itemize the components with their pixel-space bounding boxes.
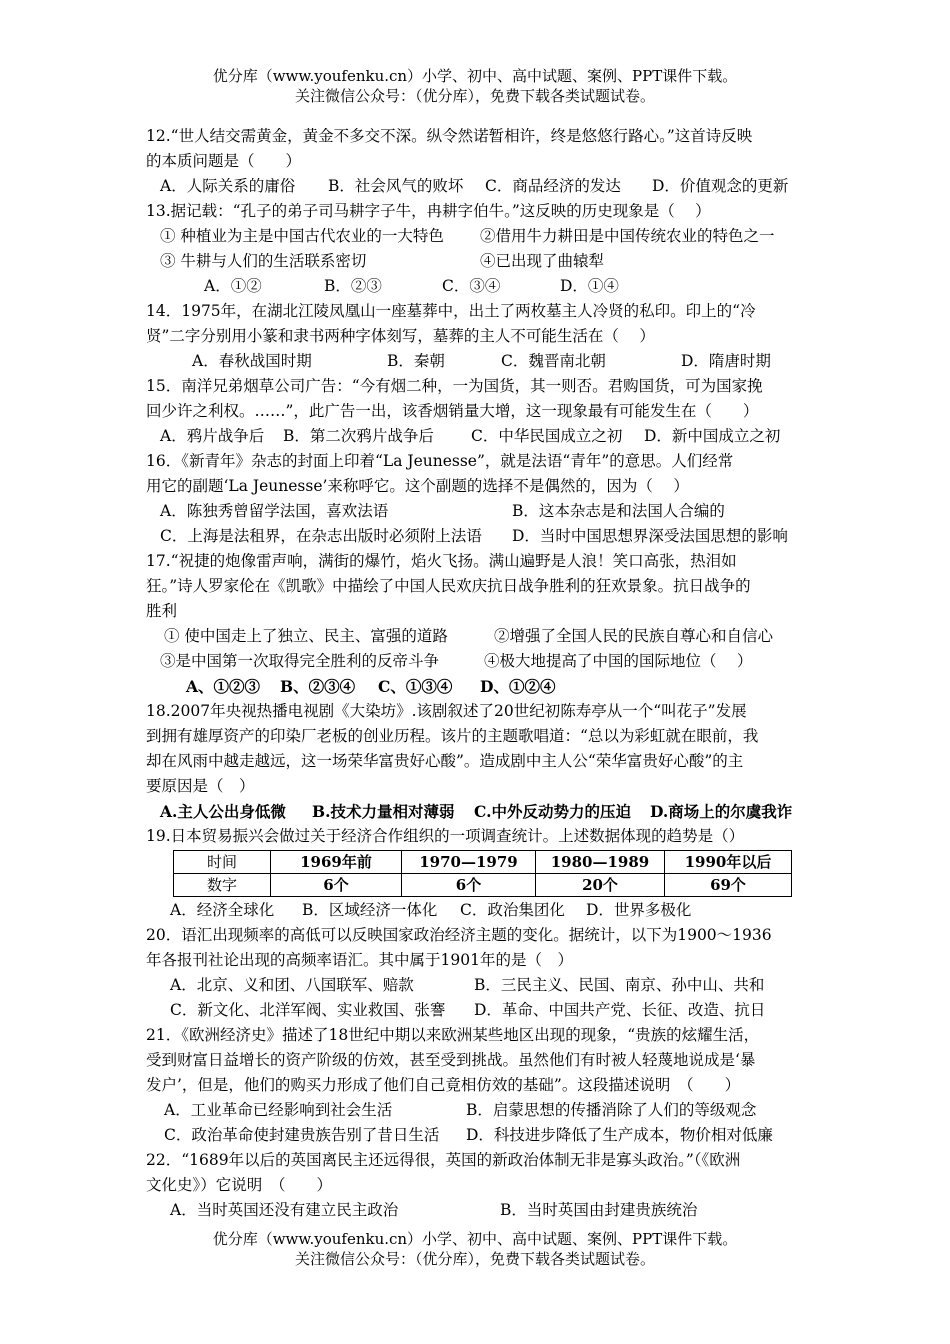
q13-statements-2 xyxy=(146,249,812,274)
page-footer xyxy=(0,1229,950,1269)
q17-option-a: A、①②③ xyxy=(186,677,261,696)
q21-option-c: C．政治革命使封建贵族告别了昔日生活 xyxy=(164,1126,440,1144)
q19-stem-line-1: 19.日本贸易振兴会做过关于经济合作组织的一项调查统计。上述数据体现的趋势是（） xyxy=(146,827,745,845)
q13-statements-1 xyxy=(146,224,812,249)
q12-options xyxy=(146,174,812,199)
q19-table-header: 1970—1979 xyxy=(402,851,536,874)
question-15 xyxy=(146,374,812,449)
q17-option-d: D、①②④ xyxy=(480,677,556,696)
q20-option-c: C．新文化、北洋军阀、实业救国、张謇 xyxy=(170,1001,446,1019)
q14-option-b: B．秦朝 xyxy=(387,352,445,370)
q12-option-b: B．社会风气的败坏 xyxy=(328,177,464,195)
q13-statement-2: ②借用牛力耕田是中国传统农业的特色之一 xyxy=(480,227,775,245)
q19-data-table xyxy=(173,850,792,897)
q20-option-b: B．三民主义、民国、南京、孙中山、共和 xyxy=(474,976,765,994)
q19-table-data-row xyxy=(174,874,792,897)
q18-option-a: A.主人公出身低微 xyxy=(160,802,286,821)
q17-statements-2 xyxy=(146,649,812,674)
question-19 xyxy=(146,824,812,923)
question-16 xyxy=(146,449,812,549)
q14-option-c: C．魏晋南北朝 xyxy=(501,352,606,370)
q19-option-b: B．区域经济一体化 xyxy=(302,901,438,919)
q14-stem-line-2: 贤”二字分别用小篆和隶书两种字体刻写，墓葬的主人不可能生活在（ ） xyxy=(146,327,655,345)
q21-stem-line-1: 21．《欧洲经济史》描述了18世纪中期以来欧洲某些地区出现的现象，“贵族的炫耀生活， xyxy=(146,1026,760,1044)
q13-option-c: C．③④ xyxy=(442,277,501,295)
q12-option-d: D．价值观念的更新 xyxy=(652,177,789,195)
q16-option-d: D．当时中国思想界深受法国思想的影响 xyxy=(512,527,788,545)
q13-option-b: B．②③ xyxy=(324,277,382,295)
q19-option-d: D．世界多极化 xyxy=(586,901,692,919)
question-20 xyxy=(146,923,812,1023)
q14-option-a: A．春秋战国时期 xyxy=(192,352,312,370)
q18-stem-line-4: 要原因是（ ） xyxy=(146,777,255,795)
q19-table-header: 1990年以后 xyxy=(665,851,792,874)
q13-option-a: A．①② xyxy=(204,277,262,295)
q15-stem-line-1: 15．南洋兄弟烟草公司广告：“今有烟二种，一为国货，其一则否。君购国货，可为国家挽 xyxy=(146,377,763,395)
q17-statement-1: ① 使中国走上了独立、民主、富强的道路 xyxy=(164,627,448,645)
q17-option-b: B、②③④ xyxy=(280,677,356,696)
q17-statement-4: ④极大地提高了中国的国际地位（ ） xyxy=(484,652,753,670)
q19-options xyxy=(146,898,812,923)
q20-stem-line-1: 20．语汇出现频率的高低可以反映国家政治经济主题的变化。据统计，以下为1900～1936 xyxy=(146,926,772,944)
q13-statement-3: ③ 牛耕与人们的生活联系密切 xyxy=(160,252,367,270)
q19-table-cell: 数字 xyxy=(174,874,271,897)
question-content xyxy=(146,124,812,1223)
question-22 xyxy=(146,1148,812,1223)
q14-stem-line-1: 14．1975年，在湖北江陵凤凰山一座墓葬中，出土了两枚墓主人冷贤的私印。印上的“冷 xyxy=(146,302,756,320)
q15-option-c: C．中华民国成立之初 xyxy=(471,427,623,445)
q18-options xyxy=(146,799,812,824)
q12-stem-line-2: 的本质问题是（ ） xyxy=(146,152,302,170)
q16-stem-line-1: 16．《新青年》杂志的封面上印着“La Jeunesse”，就是法语“青年”的意思。人们经常 xyxy=(146,452,734,470)
q19-table-header: 时间 xyxy=(174,851,271,874)
q16-options-1 xyxy=(146,499,812,524)
q21-option-b: B．启蒙思想的传播消除了人们的等级观念 xyxy=(466,1101,757,1119)
q12-option-a: A．人际关系的庸俗 xyxy=(160,177,296,195)
q20-options-2 xyxy=(146,998,812,1023)
q17-statement-2: ②增强了全国人民的民族自尊心和自信心 xyxy=(494,627,774,645)
footer-line-2: 关注微信公众号：（优分库），免费下载各类试题试卷。 xyxy=(294,1250,655,1268)
q20-stem-line-2: 年各报刊社论出现的高频率语汇。其中属于1901年的是（ ） xyxy=(146,951,573,969)
q18-stem-line-1: 18.2007年央视热播电视剧《大染坊》.该剧叙述了20世纪初陈寿亭从一个“叫花子”发展 xyxy=(146,702,747,720)
q21-stem-line-3: 发户’，但是，他们的购买力形成了他们自己竟相仿效的基础”。这段描述说明 （ ） xyxy=(146,1076,741,1094)
q19-table-header: 1969年前 xyxy=(271,851,402,874)
q19-table-cell: 69个 xyxy=(665,874,792,897)
q15-option-a: A．鸦片战争后 xyxy=(160,427,265,445)
q17-stem-line-3: 胜利 xyxy=(146,602,178,620)
q19-table-cell: 20个 xyxy=(536,874,665,897)
q13-option-d: D．①④ xyxy=(560,277,619,295)
q14-options xyxy=(146,349,812,374)
q22-option-b: B．当时英国由封建贵族统治 xyxy=(500,1201,698,1219)
q18-option-c: C.中外反动势力的压迫 xyxy=(474,802,631,821)
question-12 xyxy=(146,124,812,199)
footer-line-1: 优分库（www.youfenku.cn）小学、初中、高中试题、案例、PPT课件下载。 xyxy=(212,1230,738,1248)
q16-option-b: B．这本杂志是和法国人合编的 xyxy=(512,502,725,520)
q19-table-cell: 6个 xyxy=(402,874,536,897)
q13-statement-1: ① 种植业为主是中国古代农业的一大特色 xyxy=(160,227,444,245)
q22-options-1 xyxy=(146,1198,812,1223)
q20-option-d: D．革命、中国共产党、长征、改造、抗日 xyxy=(474,1001,766,1019)
q17-statement-3: ③是中国第一次取得完全胜利的反帝斗争 xyxy=(160,652,440,670)
q21-stem-line-2: 受到财富日益增长的资产阶级的仿效，甚至受到挑战。虽然他们有时被人轻蔑地说成是‘暴 xyxy=(146,1051,756,1069)
q15-options xyxy=(146,424,812,449)
q22-option-a: A．当时英国还没有建立民主政治 xyxy=(170,1201,399,1219)
q21-option-d: D．科技进步降低了生产成本，物价相对低廉 xyxy=(466,1126,773,1144)
q19-table-header-row xyxy=(174,851,792,874)
q18-option-b: B.技术力量相对薄弱 xyxy=(312,802,455,821)
q13-stem-line-1: 13.据记载：“孔子的弟子司马耕字子牛，冉耕字伯牛。”这反映的历史现象是（ ） xyxy=(146,202,711,220)
page-header xyxy=(0,66,950,106)
question-13 xyxy=(146,199,812,299)
question-14 xyxy=(146,299,812,374)
q16-stem-line-2: 用它的副题‘La Jeunesse’来称呼它。这个副题的选择不是偶然的，因为（ ） xyxy=(146,477,689,495)
q19-table-cell: 6个 xyxy=(271,874,402,897)
q20-option-a: A．北京、义和团、八国联军、赔款 xyxy=(170,976,414,994)
q13-options xyxy=(146,274,812,299)
q15-stem-line-2: 回少许之利权。……”，此广告一出，该香烟销量大增，这一现象最有可能发生在（ ） xyxy=(146,402,759,420)
q22-stem-line-1: 22．“1689年以后的英国离民主还远得很，英国的新政治体制无非是寡头政治。”（《欧洲 xyxy=(146,1151,741,1169)
q22-stem-line-2: 文化史》）它说明 （ ） xyxy=(146,1176,333,1194)
q20-options-1 xyxy=(146,973,812,998)
q12-option-c: C．商品经济的发达 xyxy=(485,177,621,195)
q17-option-c: C、①③④ xyxy=(378,677,453,696)
q17-statements-1 xyxy=(146,624,812,649)
q12-stem-line-1: 12.“世人结交需黄金，黄金不多交不深。纵令然诺暂相许，终是悠悠行路心。”这首诗反映 xyxy=(146,127,753,145)
q15-option-d: D．新中国成立之初 xyxy=(644,427,781,445)
q15-option-b: B．第二次鸦片战争后 xyxy=(283,427,434,445)
q21-options-2 xyxy=(146,1123,812,1148)
header-line-1: 优分库（www.youfenku.cn）小学、初中、高中试题、案例、PPT课件下载。 xyxy=(212,67,738,85)
q16-options-2 xyxy=(146,524,812,549)
question-21 xyxy=(146,1023,812,1148)
question-18 xyxy=(146,699,812,824)
q21-option-a: A．工业革命已经影响到社会生活 xyxy=(164,1101,393,1119)
q19-option-a: A．经济全球化 xyxy=(170,901,275,919)
q17-options xyxy=(146,674,812,699)
q17-stem-line-2: 狂。”诗人罗家伦在《凯歌》中描绘了中国人民欢庆抗日战争胜利的狂欢景象。抗日战争的 xyxy=(146,577,751,595)
q14-option-d: D．隋唐时期 xyxy=(681,352,771,370)
q13-statement-4: ④已出现了曲辕犁 xyxy=(480,252,605,270)
q18-stem-line-2: 到拥有雄厚资产的印染厂老板的创业历程。该片的主题歌唱道：“总以为彩虹就在眼前，我 xyxy=(146,727,759,745)
q16-option-c: C．上海是法租界，在杂志出版时必须附上法语 xyxy=(160,527,482,545)
q17-stem-line-1: 17.“祝捷的炮像雷声响，满街的爆竹，焰火飞扬。满山遍野是人浪！笑口高张，热泪如 xyxy=(146,552,737,570)
header-line-2: 关注微信公众号：（优分库），免费下载各类试题试卷。 xyxy=(294,87,655,105)
q18-stem-line-3: 却在风雨中越走越远，这一场荣华富贵好心酸”。造成剧中主人公“荣华富贵好心酸”的主 xyxy=(146,752,744,770)
q19-table-header: 1980—1989 xyxy=(536,851,665,874)
q18-option-d: D.商场上的尔虞我诈 xyxy=(650,802,793,821)
q19-option-c: C．政治集团化 xyxy=(460,901,565,919)
q16-option-a: A．陈独秀曾留学法国，喜欢法语 xyxy=(160,502,389,520)
question-17 xyxy=(146,549,812,699)
q21-options-1 xyxy=(146,1098,812,1123)
